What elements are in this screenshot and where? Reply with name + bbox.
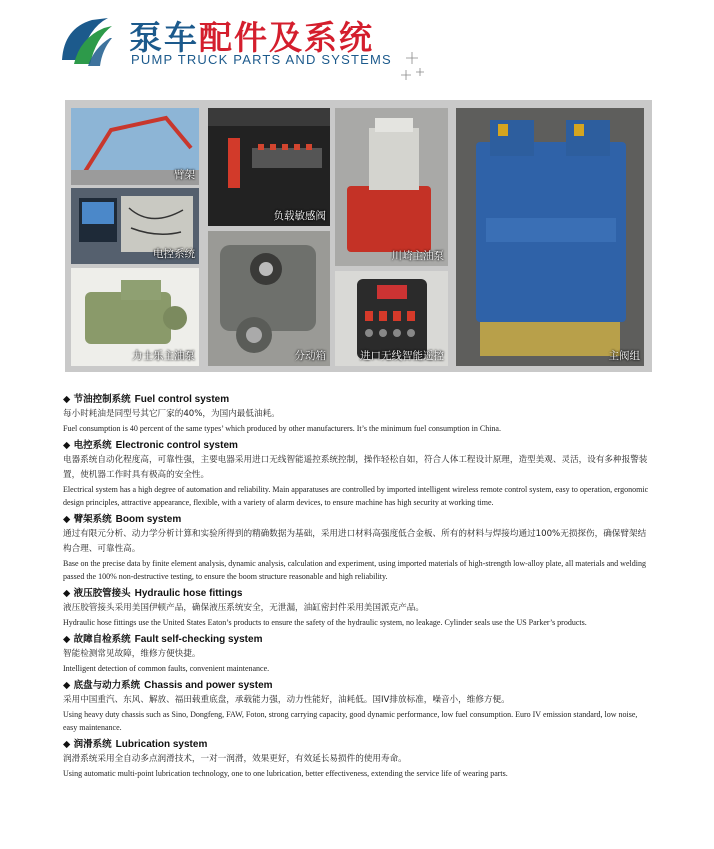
photo-wireless-remote [335,271,448,366]
section-heading: ◆ 故障自检系统 Fault self-checking system [63,634,263,645]
photo-caption: 电控系统 [153,248,195,260]
photo-caption: 川崎主油泵 [391,250,444,262]
section-fuel-control [63,392,653,435]
section-body-zh: 电器系统自动化程度高，可靠性强，主要电器采用进口无线智能遥控系统控制，操作轻松自如，符合人体工程设计原理，造型美观、灵活，设有多种报警装置，使机器工作时具有极高的安全性。 [63,455,648,480]
section-body-en: Intelligent detection of common faults, convenient maintenance. [63,664,270,673]
photo-caption: 臂架 [174,169,195,181]
photo-main-valve-group [456,108,644,366]
section-body-en: Base on the precise data by finite element analysis, dynamic analysis, calculation and experiment, using imported materials of high-strength low-alloy plate, all materials and welding passed the 100% non-destructive testing, to ensure the boom structure reasonable and high reliability. [63,559,646,581]
section-body-zh: 采用中国重汽、东风、解放、福田载重底盘，承载能力强，动力性能好，油耗低。国IV排放标准，噪音小，维修方便。 [63,695,510,705]
photo-caption: 主阀组 [608,350,640,362]
section-heading: ◆ 臂架系统 Boom system [63,514,182,525]
section-body-en: Using heavy duty chassis such as Sino, Dongfeng, FAW, Foton, strong carrying capacity, good dynamic performance, low fuel consumption. Euro IV emission standard, low noise, easy maintenance. [63,710,638,732]
section-electronic-control [63,438,653,509]
section-heading: ◆ 润滑系统 Lubrication system [63,739,208,750]
sparkle-icon [398,50,430,82]
section-heading: ◆ 底盘与动力系统 Chassis and power system [63,680,273,691]
section-chassis-power [63,678,653,734]
systems-description [63,392,653,783]
section-body-zh: 通过有限元分析、动力学分析计算和实验所得到的精确数据为基础，采用进口材料高强度低合金板、所有的材料与焊接均通过100%无损探伤，确保臂架结构合理、可靠性高。 [63,529,647,554]
page-header [0,0,714,90]
photo-boom [71,108,199,185]
photo-electrical [71,188,199,264]
parts-photo-gallery [65,100,652,372]
company-logo [58,14,114,70]
page-subtitle: PUMP TRUCK PARTS AND SYSTEMS [131,52,392,67]
photo-caption: 进口无线智能遥控 [360,350,444,362]
photo-transfer-case [208,231,330,366]
section-body-zh: 每小时耗油是同型号其它厂家的40%，为国内最低油耗。 [63,409,280,419]
section-body-zh: 液压胶管接头采用美国伊顿产品，确保液压系统安全，无泄漏，油缸密封件采用美国派克产品。 [63,603,424,613]
section-body-en: Electrical system has a high degree of automation and reliability. Main apparatuses are controlled by imported intelligent wireless remote control system, easy to operation, ergonomic design principles, attractive appearance, flexible, with a variety of alarm devices, to ensure machine has high security at working time. [63,485,649,507]
section-body-en: Fuel consumption is 40 percent of the same types’ which produced by other manufacturers. It’s the minimum fuel consumption in China. [63,424,501,433]
photo-caption: 负载敏感阀 [273,210,326,222]
photo-load-sensing-valve [208,108,330,226]
section-body-zh: 智能检测常见故障，维修方便快捷。 [63,649,201,659]
kawasaki-pump-illustration [335,108,448,266]
page-title: 泵车配件及系统 [129,18,374,57]
section-body-zh: 润滑系统采用全自动多点润滑技术，一对一润滑，效果更好，有效延长易损件的使用寿命。 [63,754,407,764]
photo-rexroth-pump [71,268,199,366]
section-heading: ◆ 液压胶管接头 Hydraulic hose fittings [63,588,243,599]
section-body-en: Using automatic multi-point lubrication technology, one to one lubrication, better effectiveness, extending the service life of wearing parts. [63,769,508,778]
section-heading: ◆ 节油控制系统 Fuel control system [63,394,230,405]
photo-kawasaki-pump [335,108,448,266]
section-heading: ◆ 电控系统 Electronic control system [63,440,238,451]
section-hydraulic-hose [63,586,653,629]
section-body-en: Hydraulic hose fittings use the United States Eaton’s products to ensure the safety of the hydraulic system, no leakage. Cylinder seals use the US Parker’s products. [63,618,587,627]
section-boom [63,512,653,583]
main-valve-group-illustration [456,108,644,366]
transfer-case-illustration [208,231,330,366]
section-lubrication [63,737,653,780]
section-fault-check [63,632,653,675]
photo-caption: 力士乐主油泵 [132,350,195,362]
photo-caption: 分动箱 [294,350,326,362]
